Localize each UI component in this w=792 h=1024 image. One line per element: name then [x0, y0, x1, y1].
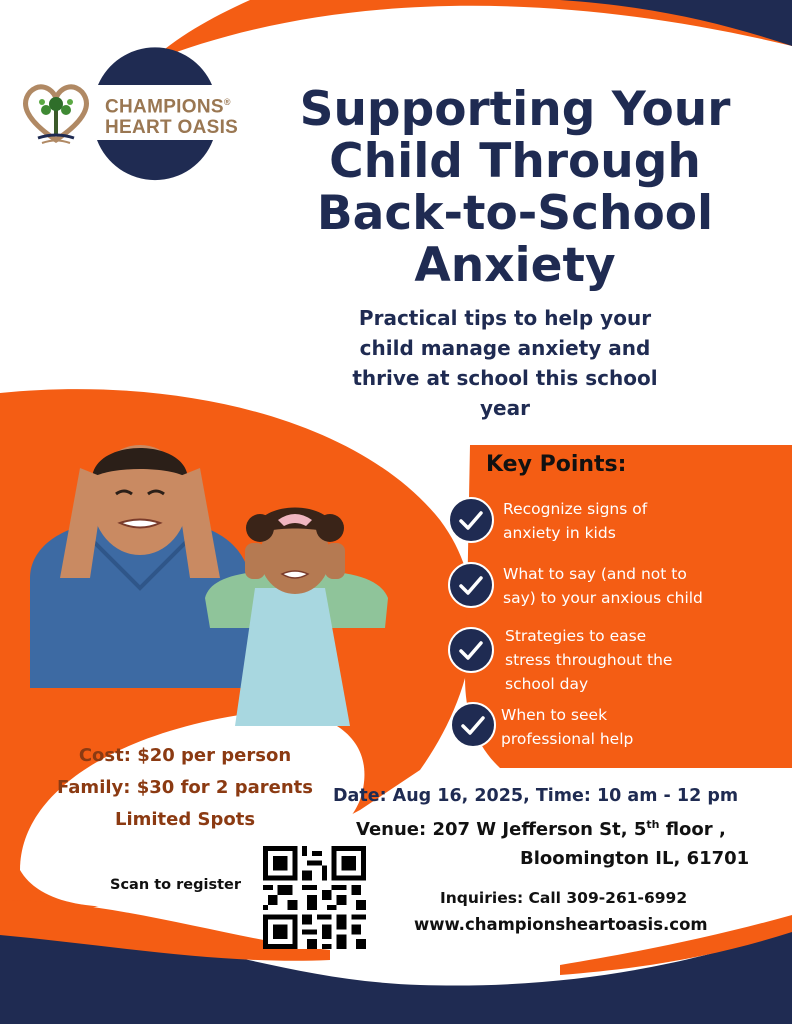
subtitle-line4: year	[480, 396, 530, 420]
title-line2: Child Through	[329, 134, 701, 189]
subtitle-line2: child manage anxiety and	[359, 336, 651, 360]
registered-mark: ®	[223, 97, 231, 107]
page-title	[255, 84, 775, 292]
family-price-text: Family: $30 for 2 parents	[57, 777, 313, 798]
key-point-3-line2: stress throughout the	[505, 651, 673, 669]
logo-circle-top	[98, 47, 212, 85]
key-point-3-line1: Strategies to ease	[505, 627, 647, 645]
girl-figure	[205, 508, 388, 727]
logo-circle-bottom	[97, 140, 213, 180]
venue-floor-suffix: th	[646, 818, 660, 831]
checkmark-circle-icon	[450, 702, 496, 748]
brand-line2: HEART OASIS	[105, 117, 239, 139]
brand-line1: CHAMPIONS	[105, 96, 224, 118]
qr-code-icon[interactable]	[263, 846, 366, 949]
key-point-1-line1: Recognize signs of	[503, 500, 648, 518]
event-date-time: Date: Aug 16, 2025, Time: 10 am - 12 pm	[333, 786, 739, 806]
key-points-heading: Key Points:	[486, 452, 627, 477]
key-point-item-2	[503, 562, 703, 610]
key-point-item-3	[505, 624, 672, 696]
title-line1: Supporting Your	[299, 82, 731, 137]
inquiries-phone: Inquiries: Call 309-261-6992	[440, 889, 688, 907]
brand-name	[105, 92, 238, 138]
title-line3: Back-to-School	[316, 186, 714, 241]
checkmark-circle-icon	[448, 562, 494, 608]
boy-figure	[30, 445, 255, 688]
key-point-1-line2: anxiety in kids	[503, 524, 616, 542]
title-line4: Anxiety	[414, 238, 616, 293]
event-city: Bloomington IL, 61701	[520, 848, 750, 869]
heart-tree-logo	[16, 78, 96, 148]
checkmark-circle-icon	[448, 627, 494, 673]
key-point-item-1	[503, 497, 647, 545]
event-venue	[356, 818, 726, 840]
key-point-2-line2: say) to your anxious child	[503, 589, 703, 607]
key-point-4-line2: professional help	[501, 730, 634, 748]
subtitle-line3: thrive at school this school	[352, 366, 658, 390]
cost-text: Cost: $20 per person	[78, 745, 292, 766]
key-point-2-line1: What to say (and not to	[503, 565, 687, 583]
venue-floor: floor ,	[659, 819, 726, 840]
checkmark-circle-icon	[448, 497, 494, 543]
key-point-3-line3: school day	[505, 675, 589, 693]
venue-address: Venue: 207 W Jefferson St, 5	[356, 819, 647, 840]
scan-to-register-label: Scan to register	[110, 877, 242, 893]
limited-spots-text: Limited Spots	[114, 809, 256, 830]
subtitle-line1: Practical tips to help your	[358, 306, 652, 330]
key-point-item-4	[501, 703, 633, 751]
key-point-4-line1: When to seek	[501, 706, 608, 724]
anxious-children-photo	[20, 428, 410, 728]
website-link[interactable]: www.championsheartoasis.com	[414, 915, 708, 934]
subtitle	[320, 303, 690, 423]
